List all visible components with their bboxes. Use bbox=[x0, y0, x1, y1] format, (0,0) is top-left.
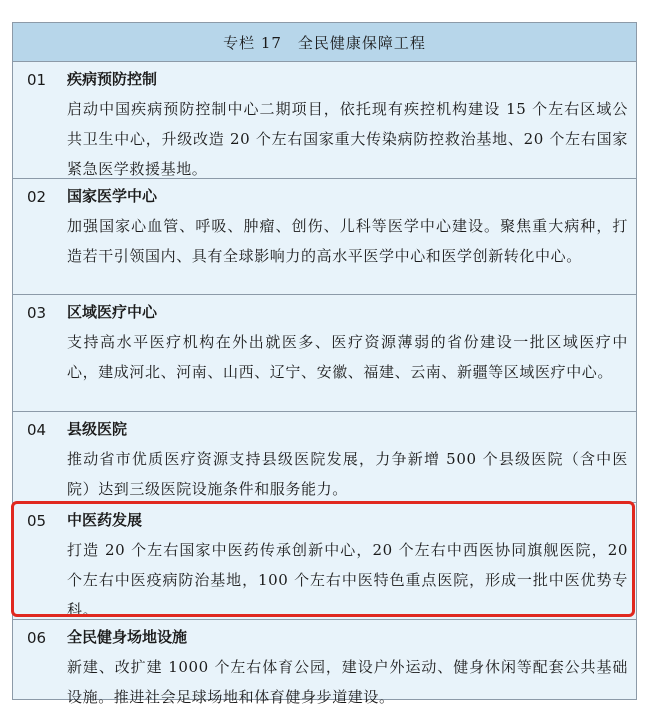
section-body: 支持高水平医疗机构在外出就医多、医疗资源薄弱的省份建设一批区域医疗中心，建成河北、河南、山西、辽宁、安徽、福建、云南、新疆等区域医疗中心。 bbox=[67, 333, 628, 381]
section-title: 疾病预防控制 bbox=[67, 70, 158, 88]
section-body: 新建、改扩建 1000 个左右体育公园，建设户外运动、健身休闲等配套公共基础设施。推进社会足球场地和体育健身步道建设。 bbox=[67, 658, 628, 706]
section-title: 国家医学中心 bbox=[67, 187, 158, 205]
section-02 bbox=[13, 178, 636, 294]
section-number: 04 bbox=[27, 421, 47, 439]
section-01 bbox=[13, 61, 636, 178]
section-title: 区域医疗中心 bbox=[67, 303, 158, 321]
panel-title: 全民健康保障工程 bbox=[297, 33, 426, 52]
section-number: 06 bbox=[27, 629, 47, 647]
panel-header bbox=[13, 23, 636, 62]
section-number: 01 bbox=[27, 71, 47, 89]
section-03 bbox=[13, 294, 636, 411]
section-number: 03 bbox=[27, 304, 47, 322]
section-title: 全民健身场地设施 bbox=[67, 628, 188, 646]
section-body: 打造 20 个左右国家中医药传承创新中心，20 个左右中西医协同旗舰医院，20 个左右中医疫病防治基地，100 个左右中医特色重点医院，形成一批中医优势专科。 bbox=[67, 541, 628, 619]
section-number: 02 bbox=[27, 188, 47, 206]
section-body: 推动省市优质医疗资源支持县级医院发展，力争新增 500 个县级医院（含中医院）达到三级医院设施条件和服务能力。 bbox=[67, 450, 628, 498]
section-number: 05 bbox=[27, 512, 47, 530]
section-04 bbox=[13, 411, 636, 502]
section-title: 县级医院 bbox=[67, 420, 128, 438]
column-label: 专栏 17 bbox=[223, 33, 282, 52]
section-body: 启动中国疾病预防控制中心二期项目，依托现有疾控机构建设 15 个左右区域公共卫生中心，升级改造 20 个左右国家重大传染病防控救治基地、20 个左右国家紧急医学救援基地。 bbox=[67, 100, 628, 178]
section-title: 中医药发展 bbox=[67, 511, 143, 529]
program-panel bbox=[12, 22, 637, 706]
section-05 bbox=[13, 502, 636, 619]
section-body: 加强国家心血管、呼吸、肿瘤、创伤、儿科等医学中心建设。聚焦重大病种，打造若干引领国内、具有全球影响力的高水平医学中心和医学创新转化中心。 bbox=[67, 217, 628, 265]
section-06 bbox=[13, 619, 636, 706]
